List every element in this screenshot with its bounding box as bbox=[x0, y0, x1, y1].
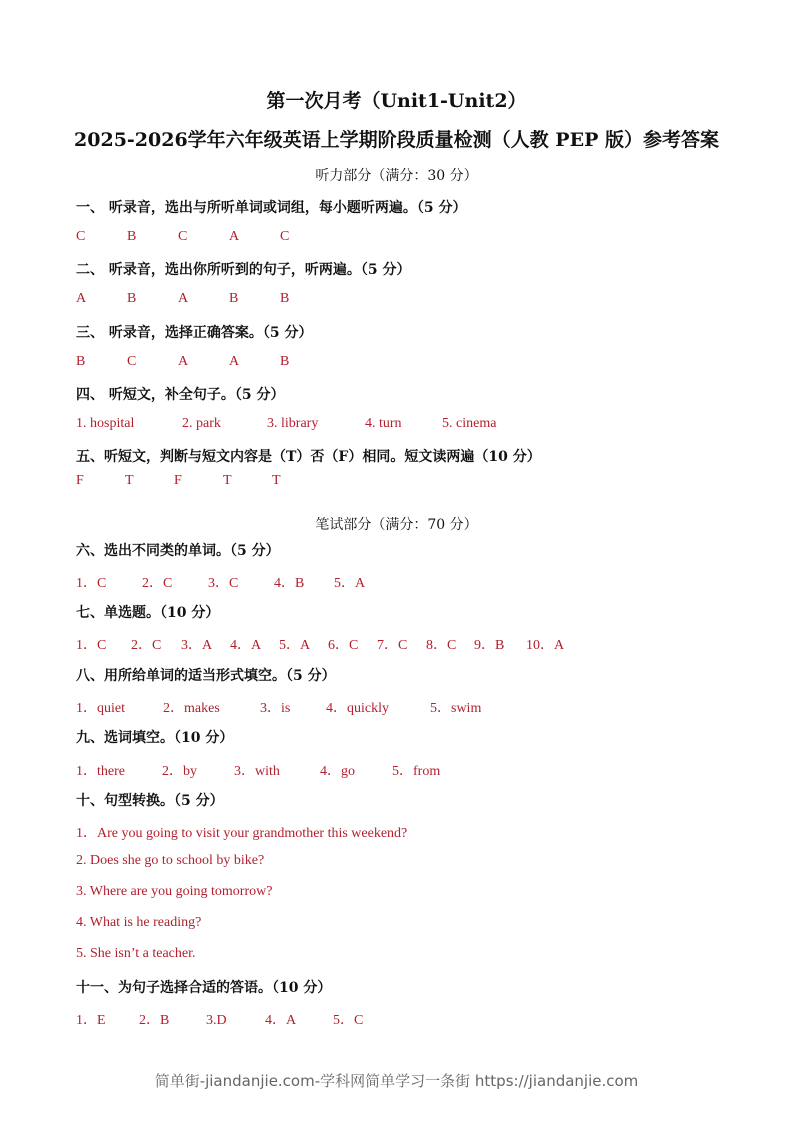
answer: C bbox=[127, 354, 137, 369]
answer: 9．B bbox=[474, 638, 505, 653]
question-7-heading: 七、单选题。（10 分） bbox=[76, 605, 220, 621]
question-9-heading: 九、选词填空。（10 分） bbox=[76, 730, 234, 746]
question-9-answers bbox=[76, 760, 440, 780]
answer: B bbox=[280, 291, 290, 306]
answer: F bbox=[76, 473, 84, 488]
question-5-heading: 五、听短文，判断与短文内容是（T）否（F）相同。短文读两遍（10 分） bbox=[76, 449, 541, 465]
answer: 5．C bbox=[333, 1013, 364, 1028]
question-10-answer-3: 3. Where are you going tomorrow? bbox=[76, 884, 273, 899]
answer: 5．from bbox=[392, 764, 441, 779]
footer-watermark: 简单街-jiandanjie.com-学科网简单学习一条街 https://jiandanjie.com bbox=[154, 1072, 639, 1090]
question-10-answer-1: 1．Are you going to visit your grandmother this weekend? bbox=[76, 826, 408, 841]
question-4-answers bbox=[76, 416, 496, 432]
answer: B bbox=[280, 354, 290, 369]
answer: B bbox=[76, 354, 86, 369]
answer: 5．A bbox=[334, 576, 366, 591]
answer: A bbox=[178, 291, 189, 306]
question-3-answers bbox=[76, 354, 289, 370]
answer: 3. library bbox=[267, 416, 319, 431]
question-1-heading: 一、 听录音，选出与所听单词或词组，每小题听两遍。（5 分） bbox=[76, 200, 467, 216]
answer: 2．C bbox=[142, 576, 173, 591]
answer: 1．C bbox=[76, 638, 107, 653]
question-2-heading: 二、 听录音，选出你所听到的句子，听两遍。（5 分） bbox=[76, 262, 411, 278]
document-subtitle: 2025-2026学年六年级英语上学期阶段质量检测（人教 PEP 版）参考答案 bbox=[74, 129, 719, 151]
answer: 1．C bbox=[76, 576, 107, 591]
writing-section-header: 笔试部分（满分：70 分） bbox=[315, 517, 478, 533]
answer: 4．A bbox=[265, 1013, 297, 1028]
answer: T bbox=[272, 473, 281, 488]
answer: C bbox=[76, 229, 86, 244]
question-6-heading: 六、选出不同类的单词。（5 分） bbox=[76, 543, 280, 559]
answer: 4．A bbox=[230, 638, 262, 653]
answer: A bbox=[229, 354, 240, 369]
answer: A bbox=[229, 229, 240, 244]
answer: 2．makes bbox=[163, 701, 220, 716]
answer: 1. hospital bbox=[76, 416, 135, 431]
question-10-answer-2: 2. Does she go to school by bike? bbox=[76, 853, 265, 868]
answer: B bbox=[127, 229, 137, 244]
answer: 8．C bbox=[426, 638, 457, 653]
answer: 2. park bbox=[182, 416, 221, 431]
answer: 3．with bbox=[234, 764, 280, 779]
question-7-answers bbox=[76, 634, 564, 654]
question-3-heading: 三、 听录音，选择正确答案。（5 分） bbox=[76, 325, 313, 341]
answer: 6．C bbox=[328, 638, 359, 653]
answer: B bbox=[127, 291, 137, 306]
answer: 1．quiet bbox=[76, 701, 125, 716]
answer: A bbox=[178, 354, 189, 369]
answer: 5．swim bbox=[430, 701, 482, 716]
answer: T bbox=[223, 473, 232, 488]
answer: 2．C bbox=[131, 638, 162, 653]
answer: C bbox=[280, 229, 290, 244]
document-title: 第一次月考（Unit1-Unit2） bbox=[266, 90, 527, 112]
answer: 1．there bbox=[76, 764, 125, 779]
answer: 3．is bbox=[260, 701, 291, 716]
answer: 3.D bbox=[206, 1013, 227, 1028]
answer: 3．C bbox=[208, 576, 239, 591]
answer: 4．go bbox=[320, 764, 355, 779]
answer: 4. turn bbox=[365, 416, 402, 431]
question-11-heading: 十一、为句子选择合适的答语。（10 分） bbox=[76, 980, 332, 996]
answer: C bbox=[178, 229, 188, 244]
question-8-answers bbox=[76, 697, 481, 717]
question-4-heading: 四、 听短文，补全句子。（5 分） bbox=[76, 387, 285, 403]
answer: F bbox=[174, 473, 182, 488]
answer: 1．E bbox=[76, 1013, 106, 1028]
answer: 4．quickly bbox=[326, 701, 389, 716]
question-5-answers bbox=[76, 473, 281, 489]
answer: 2．B bbox=[139, 1013, 170, 1028]
question-11-answers bbox=[76, 1009, 363, 1029]
question-1-answers bbox=[76, 229, 289, 245]
answer: 10．A bbox=[526, 638, 565, 653]
answer: B bbox=[229, 291, 239, 306]
question-6-answers bbox=[76, 572, 365, 592]
answer: 7．C bbox=[377, 638, 408, 653]
question-2-answers bbox=[76, 291, 289, 307]
answer: 3．A bbox=[181, 638, 213, 653]
answer: 5. cinema bbox=[442, 416, 497, 431]
answer: 4．B bbox=[274, 576, 305, 591]
question-10-answer-4: 4. What is he reading? bbox=[76, 915, 202, 930]
listening-section-header: 听力部分（满分：30 分） bbox=[315, 168, 478, 184]
answer: T bbox=[125, 473, 134, 488]
question-10-answer-5: 5. She isn’t a teacher. bbox=[76, 946, 196, 961]
answer: A bbox=[76, 291, 87, 306]
question-10-heading: 十、句型转换。（5 分） bbox=[76, 793, 224, 809]
question-8-heading: 八、用所给单词的适当形式填空。（5 分） bbox=[76, 668, 336, 684]
answer: 5．A bbox=[279, 638, 311, 653]
answer: 2．by bbox=[162, 764, 197, 779]
